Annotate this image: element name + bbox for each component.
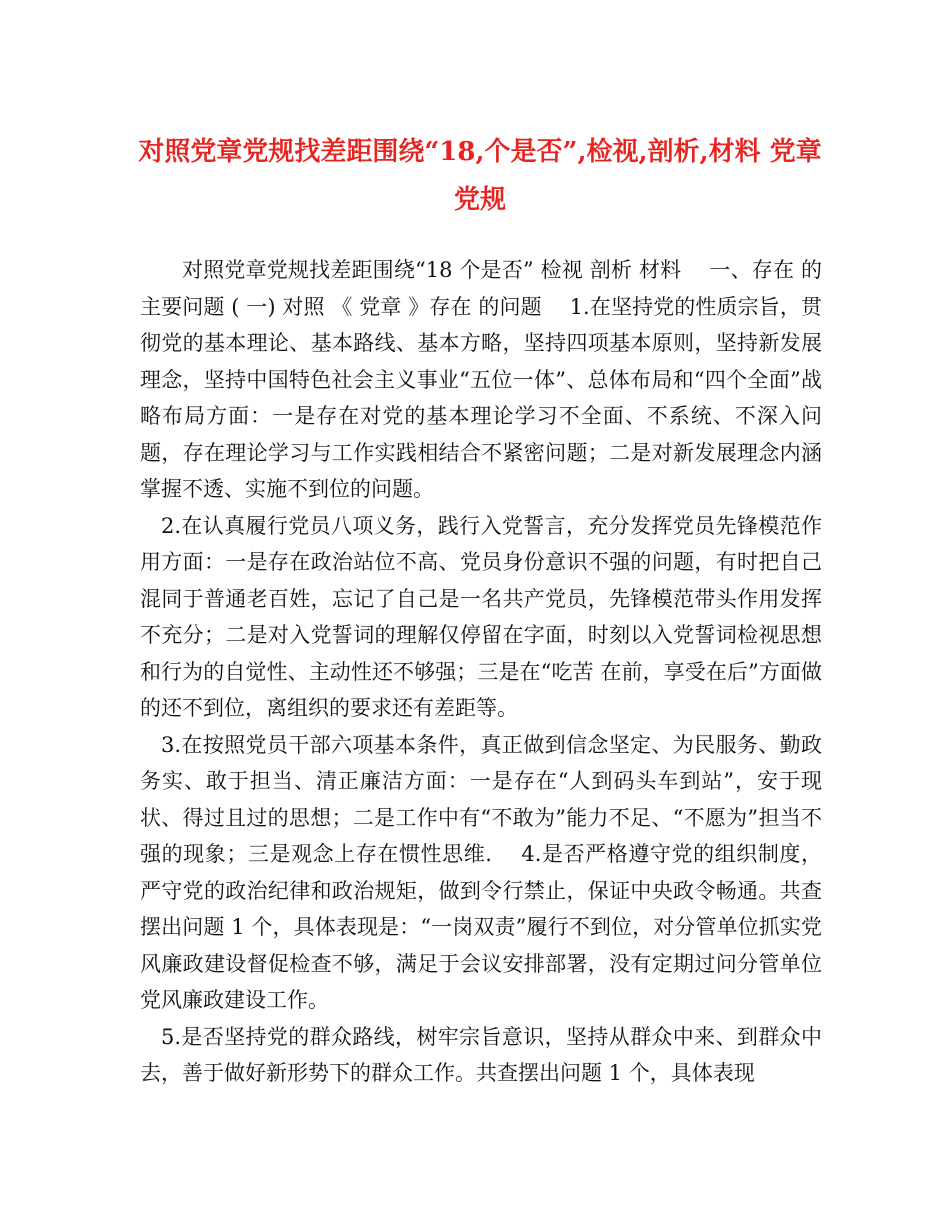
document-body (140, 252, 822, 1092)
paragraph: 5.是否坚持党的群众路线，树牢宗旨意识，坚持从群众中来、到群众中去，善于做好新形势下的群众工作。共查摆出问题 1 个，具体表现 (140, 1024, 822, 1085)
paragraph: 3.在按照党员干部六项基本条件，真正做到信念坚定、为民服务、勤政务实、敢于担当、清正廉洁方面：一是存在“人到码头车到站”，安于现状、得过且过的思想；二是工作中有“不敢为”能力不足、“不愿为”担当不强的现象；三是观念上存在惯性思维. 4.是否严格遵守党的组织制度，严守党的政治纪律和政治规矩，做到令行禁止，保证中央政令畅通。共查摆出问题 1 个，具体表现是：“一岗双责”履行不到位，对分管单位抓实党风廉政建设督促检查不够，满足于会议安排部署，没有定期过问分管单位党风廉政建设工作。 (140, 732, 822, 1012)
paragraph: 2.在认真履行党员八项义务，践行入党誓言，充分发挥党员先锋模范作用方面：一是存在政治站位不高、党员身份意识不强的问题，有时把自己混同于普通老百姓，忘记了自己是一名共产党员，先锋模范带头作用发挥不充分；二是对入党誓词的理解仅停留在字面，时刻以入党誓词检视思想和行为的自觉性、主动性还不够强；三是在“吃苦 在前，享受在后”方面做的还不到位，离组织的要求还有差距等。 (140, 513, 822, 720)
document-title: 对照党章党规找差距围绕“18,个是否”,检视,剖析,材料 党章党规 (138, 137, 822, 215)
paragraph: 对照党章党规找差距围绕“18 个是否” 检视 剖析 材料 一、存在 的 主要问题 ( 一) 对照 《 党章 》存在 的问题 1.在坚持党的性质宗旨，贯彻党的基本理论、基本路线、基本方略，坚持四项基本原则，坚持新发展理念，坚持中国特色社会主义事业“五位一体”、总体布局和“四个全面”战略布局方面：一是存在对党的基本理论学习不全面、不系统、不深入问题，存在理论学习与工作实践相结合不紧密问题；二是对新发展理念内涵掌握不透、实施不到位的问题。 (140, 258, 822, 501)
